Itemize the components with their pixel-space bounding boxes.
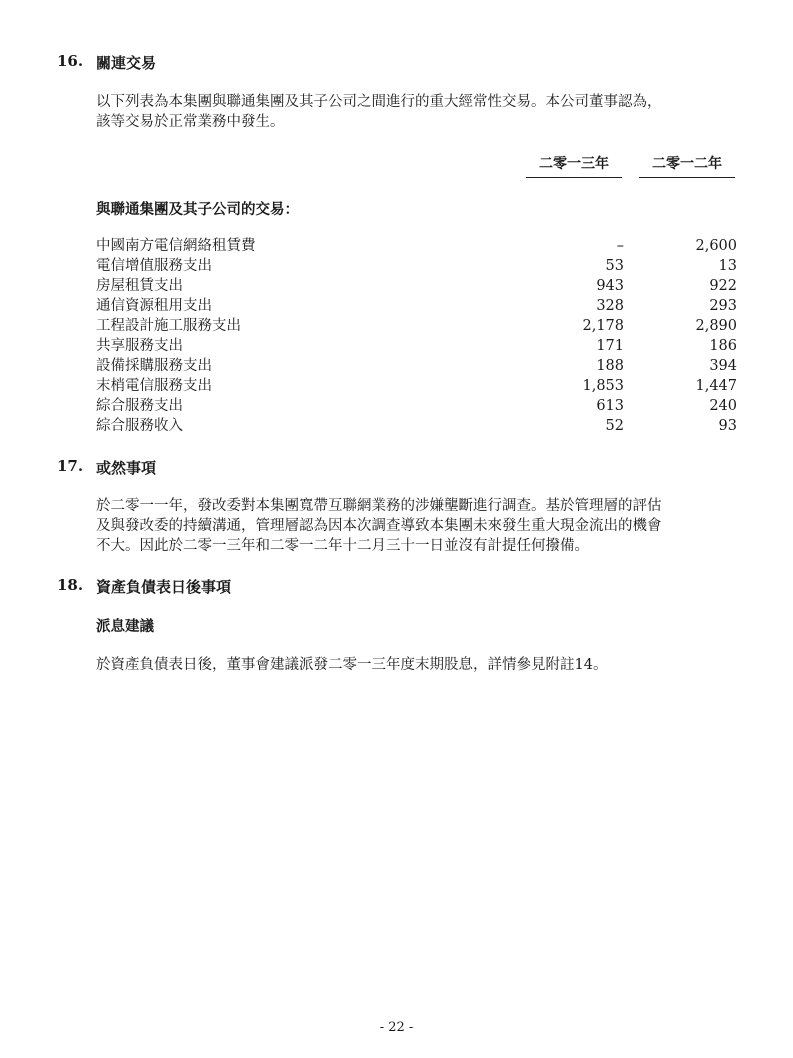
value-2013: 53 [605, 258, 624, 274]
table-row [96, 256, 738, 276]
row-label: 中國南方電信網絡租賃費 [96, 238, 256, 254]
paragraph-line: 該等交易於正常業務中發生。 [96, 114, 285, 130]
value-2012: 240 [709, 398, 737, 414]
transactions-subheading: 與聯通集團及其子公司的交易： [96, 202, 299, 218]
value-2013: 943 [596, 278, 624, 294]
value-2012: 13 [718, 258, 737, 274]
row-label: 通信資源租用支出 [96, 298, 212, 314]
section-17-title: 或然事項 [96, 459, 157, 477]
paragraph-line: 及與發改委的持續溝通，管理層認為因本次調查導致本集團未來發生重大現金流出的機會 [96, 518, 662, 534]
dividend-subheading: 派息建議 [96, 619, 154, 635]
table-row [96, 336, 738, 356]
table-row [96, 356, 738, 376]
transactions-table [96, 236, 738, 436]
table-row [96, 316, 738, 336]
row-label: 末梢電信服務支出 [96, 378, 212, 394]
page-number: - 22 - [379, 1020, 414, 1035]
section-17-paragraph [96, 496, 738, 556]
row-label: 工程設計施工服務支出 [96, 318, 241, 334]
value-2012: 186 [709, 338, 737, 354]
column-header-2012: 二零一二年 [639, 153, 735, 178]
section-18-paragraph [96, 655, 738, 675]
table-row [96, 296, 738, 316]
paragraph-line: 不大。因此於二零一三年和二零一二年十二月三十一日並沒有計提任何撥備。 [96, 538, 589, 554]
value-2013: – [616, 238, 624, 254]
paragraph-line: 於二零一一年，發改委對本集團寬帶互聯網業務的涉嫌壟斷進行調查。基於管理層的評估 [96, 498, 662, 514]
value-2012: 293 [709, 298, 737, 314]
section-18-number: 18. [57, 576, 84, 594]
table-row [96, 376, 738, 396]
paragraph-line: 以下列表為本集團與聯通集團及其子公司之間進行的重大經常性交易。本公司董事認為， [96, 94, 662, 110]
section-16-paragraph [96, 92, 738, 132]
value-2012: 1,447 [695, 378, 737, 394]
value-2013: 188 [596, 358, 624, 374]
paragraph-line: 於資產負債表日後，董事會建議派發二零一三年度末期股息，詳情參見附註14。 [96, 657, 608, 673]
table-row [96, 276, 738, 296]
section-18-title: 資產負債表日後事項 [96, 578, 232, 596]
value-2012: 394 [709, 358, 737, 374]
column-header-2013: 二零一三年 [526, 153, 622, 178]
row-label: 電信增值服務支出 [96, 258, 212, 274]
value-2012: 2,890 [695, 318, 737, 334]
row-label: 共享服務支出 [96, 338, 183, 354]
row-label: 綜合服務支出 [96, 398, 183, 414]
value-2012: 93 [718, 418, 737, 434]
value-2013: 328 [596, 298, 624, 314]
value-2012: 2,600 [695, 238, 737, 254]
table-row [96, 416, 738, 436]
value-2013: 52 [605, 418, 624, 434]
table-row [96, 236, 738, 256]
value-2013: 613 [596, 398, 624, 414]
section-16-number: 16. [57, 52, 84, 70]
value-2013: 171 [596, 338, 624, 354]
row-label: 設備採購服務支出 [96, 358, 212, 374]
row-label: 綜合服務收入 [96, 418, 183, 434]
value-2012: 922 [709, 278, 737, 294]
row-label: 房屋租賃支出 [96, 278, 183, 294]
table-row [96, 396, 738, 416]
section-16-title: 關連交易 [96, 54, 157, 72]
value-2013: 1,853 [582, 378, 624, 394]
section-17-number: 17. [57, 457, 84, 475]
value-2013: 2,178 [582, 318, 624, 334]
